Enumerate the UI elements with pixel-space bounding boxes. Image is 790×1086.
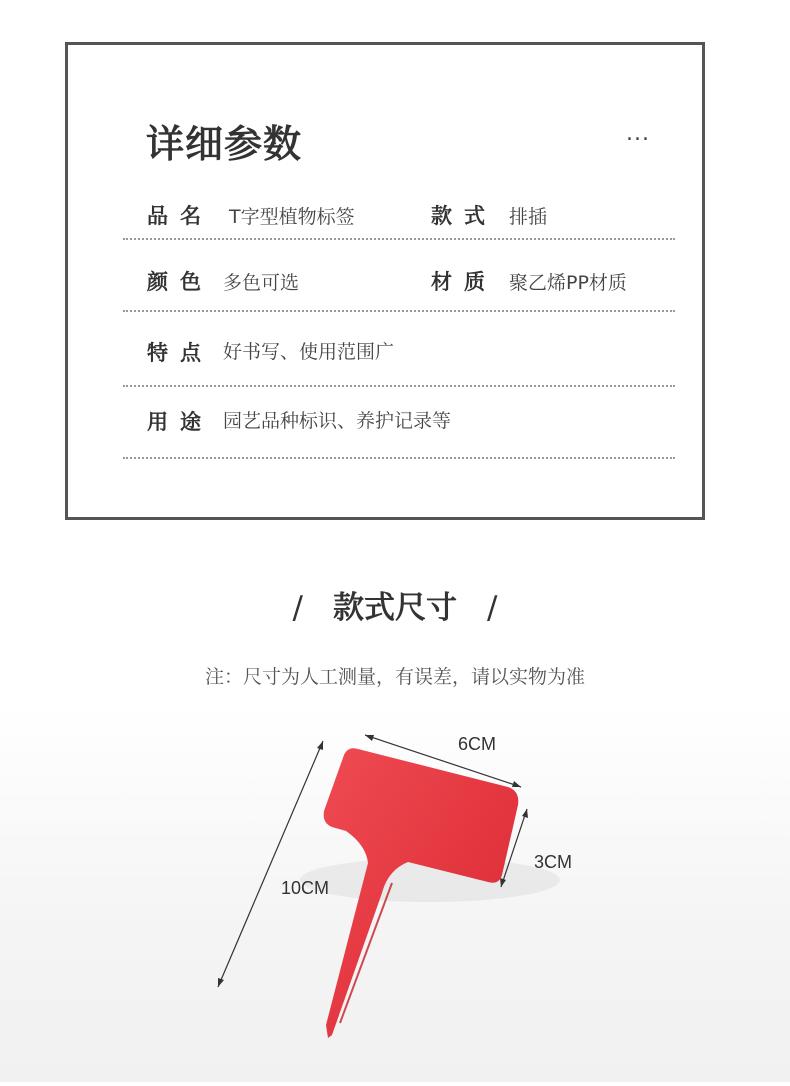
size-section-heading	[0, 582, 790, 627]
more-icon: ...	[626, 121, 650, 146]
row-divider	[123, 238, 675, 240]
heading-slash-left: /	[292, 590, 303, 626]
arrow-icon	[512, 781, 521, 787]
product-photo	[0, 705, 790, 1082]
arrow-icon	[218, 978, 224, 987]
param-label-style: 款式	[431, 204, 497, 228]
width-dimension-label: 6CM	[458, 734, 497, 754]
tag-dimension-diagram	[0, 705, 790, 1082]
param-label-name: 品名	[147, 204, 213, 228]
param-value-color: 多色可选	[223, 272, 300, 294]
height-dimension-label: 3CM	[534, 852, 573, 872]
size-section-title: 款式尺寸	[333, 590, 457, 626]
heading-slash-right: /	[487, 590, 498, 626]
params-panel	[65, 42, 705, 520]
row-divider	[123, 385, 675, 387]
param-label-material: 材质	[431, 270, 497, 294]
param-label-color: 颜色	[147, 270, 213, 294]
param-value-feature: 好书写、使用范围广	[223, 341, 395, 363]
row-divider	[123, 457, 675, 459]
param-value-style: 排插	[509, 206, 548, 228]
param-value-usage: 园艺品种标识、养护记录等	[223, 410, 452, 432]
length-dimension-label: 10CM	[281, 878, 330, 898]
arrow-icon	[522, 809, 528, 818]
row-divider	[123, 310, 675, 312]
arrow-icon	[365, 735, 374, 741]
measurement-note: 注：尺寸为人工测量，有误差，请以实物为准	[204, 666, 585, 688]
params-title: 详细参数	[146, 122, 303, 166]
arrow-icon	[317, 741, 323, 750]
param-value-material: 聚乙烯PP材质	[509, 272, 627, 294]
length-dimension-line	[218, 741, 323, 987]
param-label-usage: 用途	[147, 410, 213, 434]
param-value-name: T字型植物标签	[229, 206, 355, 228]
param-label-feature: 特点	[147, 341, 213, 365]
